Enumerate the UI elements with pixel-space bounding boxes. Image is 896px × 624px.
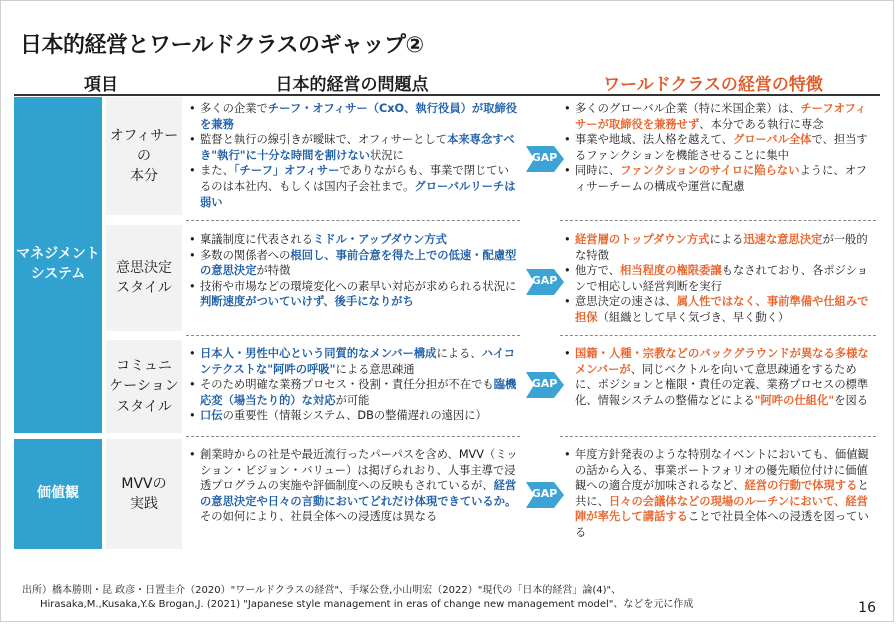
page-title: 日本的経営とワールドクラスのギャップ②: [20, 33, 424, 58]
page-number: 16: [858, 600, 876, 616]
list-item: • 創業時からの社是や最近流行ったパーパスを含め、MVV（ミッション・ビジョン・バリュー）は掲げられおり、人事主導で浸透プログラムの実施や評価制度への反映もされているが、経営の意思決定や日々の言動においてどれだけ体現できているか。 その如何により、社員全体への浸透度は異なる: [188, 447, 518, 525]
list-item: • 日本人・男性中心という同質的なメンバー構成による、ハイコンテクストな"阿吽の呼吸"による意思疎通: [188, 346, 518, 377]
world-cell-mvv: [563, 447, 875, 541]
list-item: • 多数の関係者への根回し、事前合意を得た上での低速・配慮型の意思決定が特徴: [188, 248, 518, 279]
list-item: • 多くの企業でチーフ・オフィサー（CxO、執行役員）が取締役を兼務: [188, 101, 518, 132]
row-label-mvv: MVVの 実践: [106, 439, 182, 549]
japan-cell-communication: [188, 346, 518, 424]
category-management: マネジメント システム: [14, 97, 102, 433]
list-item: • 稟議制度に代表されるミドル・アップダウン方式: [188, 232, 518, 248]
list-item: • 同時に、ファンクションのサイロに陥らないように、オフィサーチームの構成や運営に配慮: [563, 163, 875, 194]
list-item: • 監督と執行の線引きが曖昧で、オフィサーとして本来専念すべき"執行"に十分な時間を割けない状況に: [188, 132, 518, 163]
japan-cell-decision: [188, 232, 518, 310]
row-divider: [186, 335, 520, 336]
source-line: Hirasaka,M.,Kusaka,Y.& Brogan,J. (2021) "Japanese style management in eras of change new management model"、などを元に作成: [40, 599, 694, 610]
list-item: • 国籍・人種・宗教などのバックグラウンドが異なる多様なメンバーが、同じベクトルを向いて意思疎通をするために、ポジションと権限・責任の定義、業務プロセスの標準化、情報システムの整備などによる"阿吽の仕組化"を図る: [563, 346, 875, 408]
list-item: • 他方で、相当程度の権限委譲もなされており、各ポジションで相応しい経営判断を実行: [563, 263, 875, 294]
list-item: • 口伝の重要性（情報システム、DBの整備遅れの遠因に）: [188, 408, 518, 424]
world-cell-communication: [563, 346, 875, 408]
list-item: • 経営層のトップダウン方式による迅速な意思決定が一般的な特徴: [563, 232, 875, 263]
list-item: • 意思決定の速さは、属人性ではなく、事前準備や仕組みで担保（組織として早く気づき、早く動く）: [563, 294, 875, 325]
world-cell-officer: [563, 101, 875, 195]
row-label-communication: コミュニ ケーション スタイル: [106, 340, 182, 433]
row-label-officer: オフィサーの 本分: [106, 97, 182, 215]
source-line: 出所）橋本勝則・昆 政彦・日置圭介（2020）"ワールドクラスの経営"、手塚公登,小山明宏（2022）"現代の「日本的経営」論(4)"、: [22, 585, 622, 596]
gap-arrow: GAP: [526, 269, 566, 295]
row-divider: [560, 220, 876, 221]
row-divider: [560, 436, 876, 437]
row-divider: [186, 220, 520, 221]
list-item: • 技術や市場などの環境変化への素早い対応が求められる状況に判断速度がついていけず、後手になりがち: [188, 279, 518, 310]
source-citation: [22, 584, 693, 612]
japan-cell-mvv: [188, 447, 518, 525]
list-item: • また、「チーフ」オフィサーでありながらも、事業で閉じているのは本社内、もしくは国内子会社まで。グローバルリーチは弱い: [188, 163, 518, 210]
list-item: • 年度方針発表のような特別なイベントにおいても、価値観の話から入る、事業ポートフォリオの優先順位付けに価値観への適合度が加味されるなど、経営の行動で体現すると共に、日々の会議体などの現場のルーチンにおいて、経営陣が率先して講話することで社員全体への浸透を図っている: [563, 447, 875, 541]
gap-arrow: GAP: [526, 372, 566, 398]
row-divider: [560, 335, 876, 336]
list-item: • そのため明確な業務プロセス・役割・責任分担が不在でも臨機応変（場当たり的）な対応が可能: [188, 377, 518, 408]
japan-cell-officer: [188, 101, 518, 210]
world-cell-decision: [563, 232, 875, 326]
header-japan: 日本的経営の問題点: [275, 75, 429, 95]
gap-arrow: GAP: [526, 482, 566, 508]
category-values: 価値観: [14, 439, 102, 549]
header-item: 項目: [84, 75, 118, 95]
list-item: • 事業や地域、法人格を越えて、グローバル全体で、担当するファンクションを機能させることに集中: [563, 132, 875, 163]
header-world: ワールドクラスの経営の特徴: [603, 75, 823, 95]
gap-arrow: GAP: [526, 146, 566, 172]
header-rule: [14, 94, 880, 96]
row-divider: [186, 436, 520, 437]
row-label-decision: 意思決定 スタイル: [106, 225, 182, 331]
list-item: • 多くのグローバル企業（特に米国企業）は、チーフオフィサーが取締役を兼務せず、本分である執行に専念: [563, 101, 875, 132]
